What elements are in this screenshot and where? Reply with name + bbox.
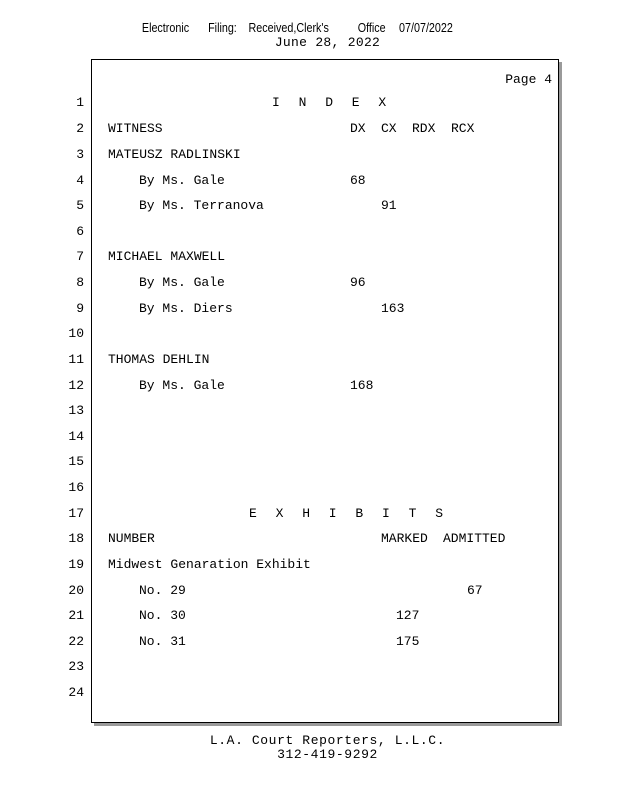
line-12 (0, 377, 618, 395)
exhibit-number: No. 30 (139, 608, 186, 623)
cx-column-header: CX (381, 121, 397, 136)
line-13 (0, 402, 618, 420)
examiner: By Ms. Diers (139, 301, 233, 316)
line-3 (0, 146, 618, 164)
line-number: 21 (68, 608, 84, 623)
rdx-column-header: RDX (412, 121, 436, 136)
line-24 (0, 684, 618, 702)
line-number: 8 (76, 275, 84, 290)
line-17 (0, 505, 618, 523)
stamp-date: 07/07/2022 (399, 21, 453, 35)
cx-page: 163 (381, 301, 405, 316)
hearing-date: June 28, 2022 (274, 35, 381, 50)
line-11 (0, 351, 618, 369)
line-6 (0, 223, 618, 241)
line-number: 7 (76, 249, 84, 264)
examiner: By Ms. Gale (139, 173, 225, 188)
witness-name: MATEUSZ RADLINSKI (108, 147, 241, 162)
dx-page: 96 (350, 275, 366, 290)
line-number: 4 (76, 173, 84, 188)
cx-page: 91 (381, 198, 397, 213)
line-number: 19 (68, 557, 84, 572)
line-number: 14 (68, 429, 84, 444)
line-7 (0, 248, 618, 266)
witness-name: MICHAEL MAXWELL (108, 249, 226, 264)
line-19 (0, 556, 618, 574)
line-10 (0, 325, 618, 343)
line-number: 20 (68, 583, 84, 598)
exhibit-group: Midwest Genaration Exhibit (108, 557, 311, 572)
stamp-electronic: Electronic (141, 21, 190, 35)
line-16 (0, 479, 618, 497)
line-9 (0, 300, 618, 318)
line-number: 2 (76, 121, 84, 136)
line-number: 5 (76, 198, 84, 213)
line-number: 6 (76, 224, 84, 239)
line-21 (0, 607, 618, 625)
line-number: 1 (76, 95, 84, 110)
examiner: By Ms. Gale (139, 275, 225, 290)
line-number: 9 (76, 301, 84, 316)
stamp-filing: Filing: (208, 21, 237, 35)
exhibit-number: No. 31 (139, 634, 186, 649)
marked-page: 175 (396, 634, 420, 649)
line-number: 11 (68, 352, 84, 367)
line-14 (0, 428, 618, 446)
line-4 (0, 172, 618, 190)
line-5 (0, 197, 618, 215)
stamp-office: Office (357, 21, 386, 35)
line-23 (0, 658, 618, 676)
line-number: 3 (76, 147, 84, 162)
dx-page: 68 (350, 173, 366, 188)
admitted-column-header: ADMITTED (443, 531, 506, 546)
line-number: 23 (68, 659, 84, 674)
page-number: Page 4 (505, 72, 552, 87)
reporter-company: L.A. Court Reporters, L.L.C. (209, 733, 446, 748)
line-22 (0, 633, 618, 651)
line-18 (0, 530, 618, 548)
marked-column-header: MARKED (381, 531, 428, 546)
line-number: 18 (68, 531, 84, 546)
marked-page: 127 (396, 608, 420, 623)
line-15 (0, 453, 618, 471)
line-number: 13 (68, 403, 84, 418)
admitted-page: 67 (467, 583, 483, 598)
witness-name: THOMAS DEHLIN (108, 352, 210, 367)
line-number: 22 (68, 634, 84, 649)
line-number: 15 (68, 454, 84, 469)
examiner: By Ms. Terranova (139, 198, 264, 213)
line-20 (0, 582, 618, 600)
dx-column-header: DX (350, 121, 366, 136)
witness-column-header: WITNESS (108, 121, 163, 136)
line-2 (0, 120, 618, 138)
line-number: 16 (68, 480, 84, 495)
dx-page: 168 (350, 378, 374, 393)
line-number: 12 (68, 378, 84, 393)
line-number: 17 (68, 506, 84, 521)
stamp-received: Received,Clerk's (248, 21, 329, 35)
line-1 (0, 94, 618, 112)
reporter-phone: 312-419-9292 (277, 747, 378, 762)
number-column-header: NUMBER (108, 531, 155, 546)
line-number: 24 (68, 685, 84, 700)
line-number: 10 (68, 326, 84, 341)
examiner: By Ms. Gale (139, 378, 225, 393)
line-8 (0, 274, 618, 292)
index-title: I N D E X (272, 95, 392, 110)
rcx-column-header: RCX (451, 121, 475, 136)
exhibits-title: E X H I B I T S (249, 506, 449, 521)
exhibit-number: No. 29 (139, 583, 186, 598)
